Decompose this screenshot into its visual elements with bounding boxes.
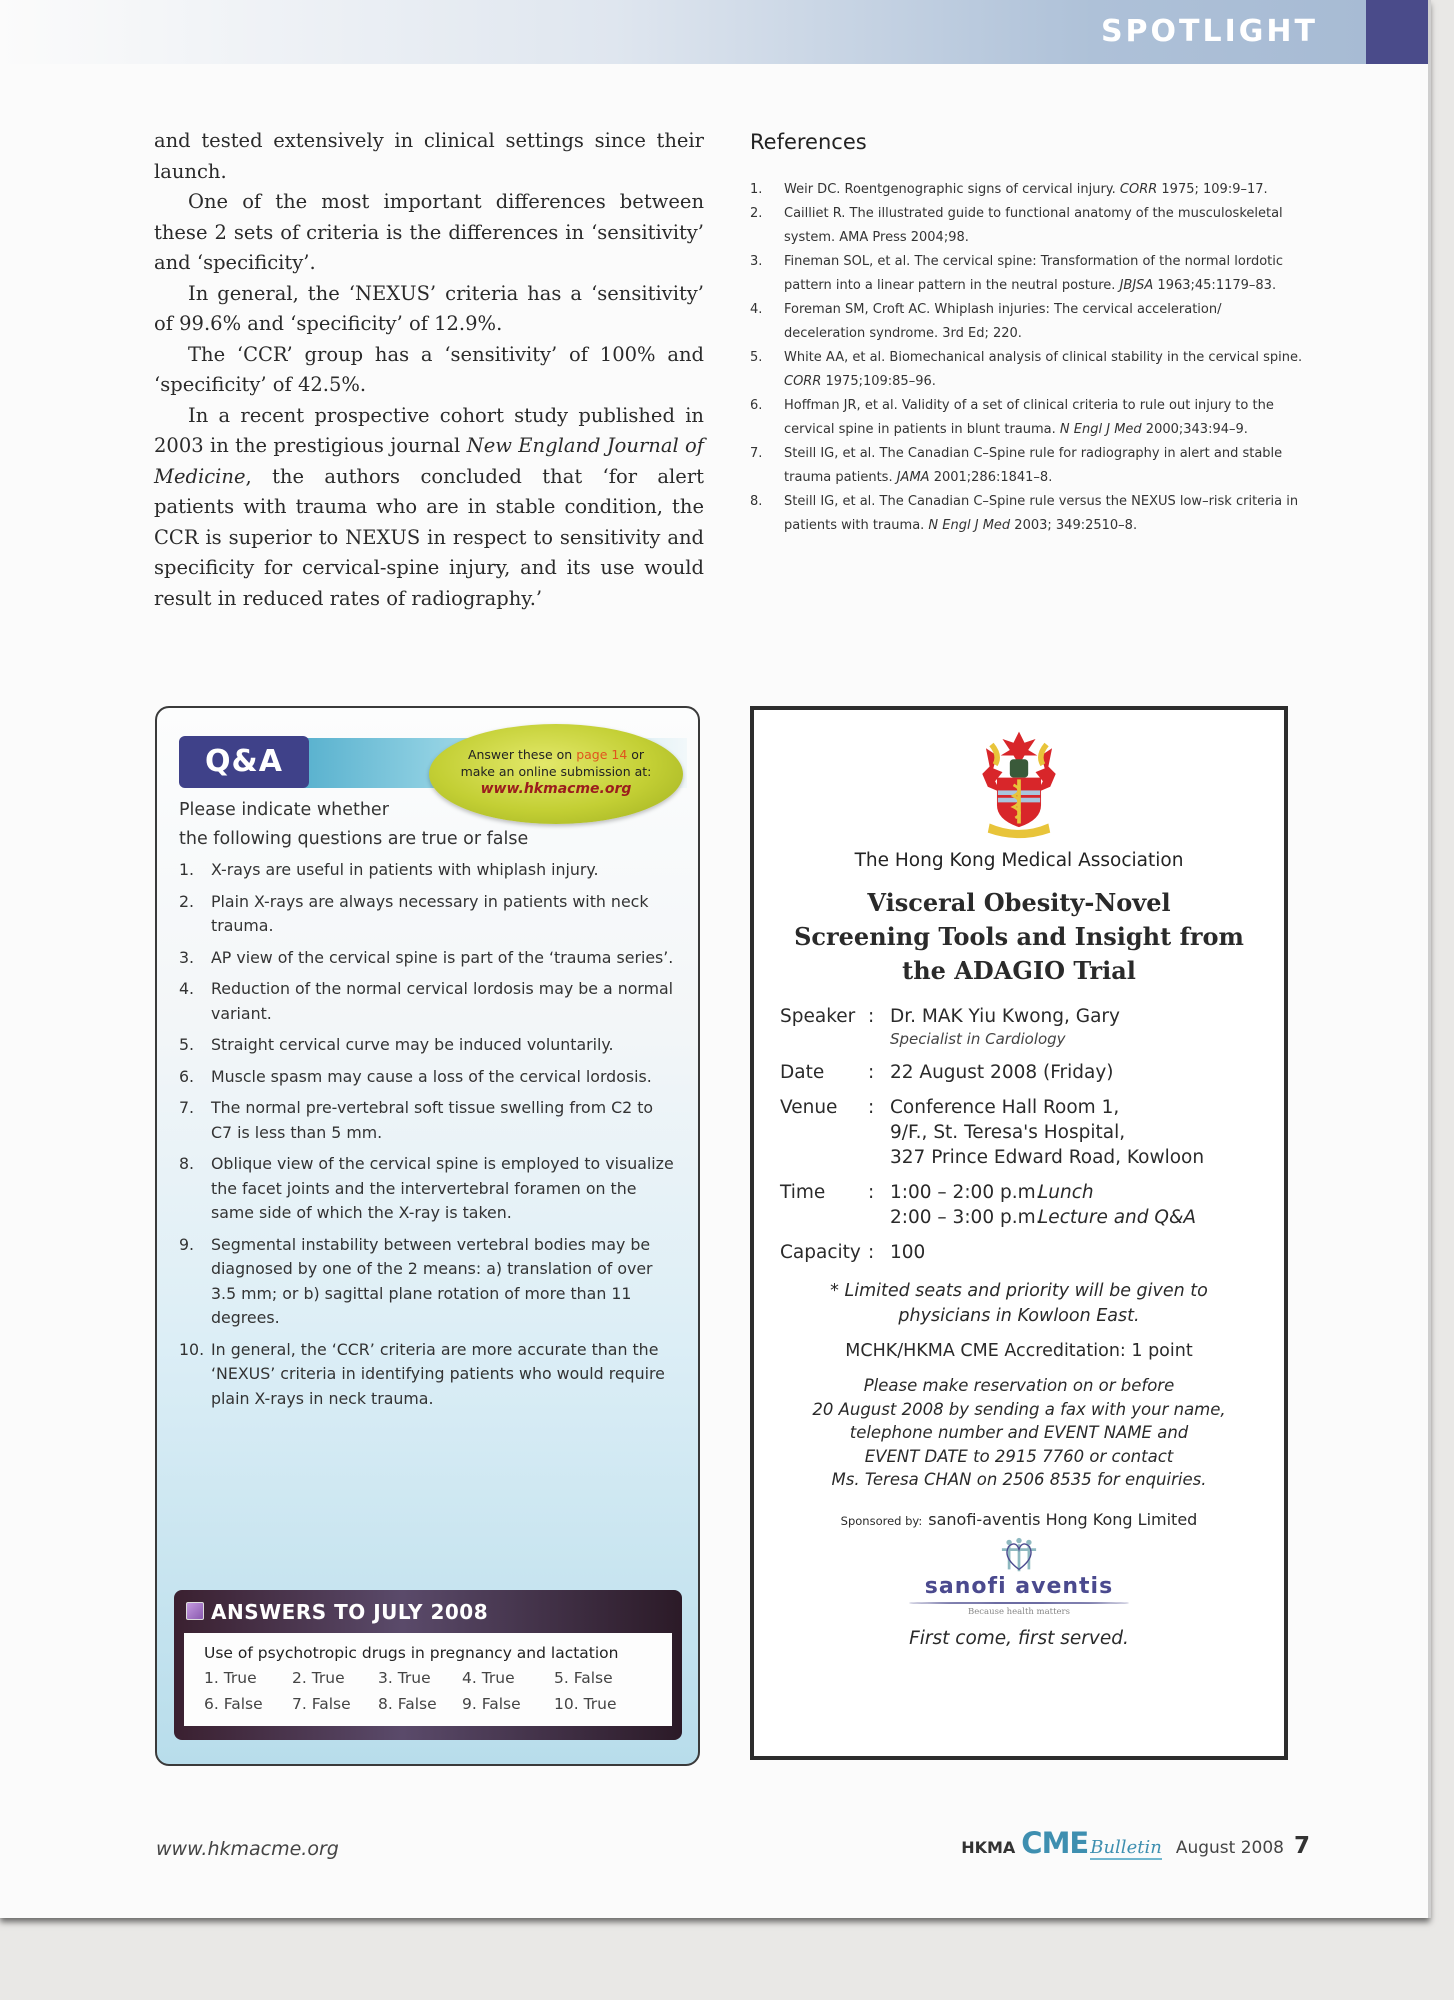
question-number: 3. bbox=[179, 947, 195, 967]
reservation-line: Ms. Teresa CHAN on 2506 8535 for enquiries. bbox=[831, 1470, 1207, 1489]
closing-line: First come, first served. bbox=[909, 1627, 1129, 1649]
question-text: Muscle spasm may cause a loss of the cervical lordosis. bbox=[211, 1066, 652, 1086]
question-number: 4. bbox=[179, 979, 195, 998]
question-item bbox=[179, 1033, 674, 1058]
venue-line: Conference Hall Room 1, bbox=[890, 1097, 1120, 1118]
reference-item bbox=[750, 250, 1306, 298]
reference-text: Steill IG, et al. The Canadian C–Spine rule versus the NEXUS low–risk criteria in patients with trauma. bbox=[784, 494, 1299, 533]
reference-number: 5. bbox=[750, 350, 763, 365]
reference-journal: JBJSA bbox=[1119, 278, 1154, 293]
question-number: 9. bbox=[179, 1234, 195, 1254]
answer-item: 5. False bbox=[554, 1669, 613, 1687]
answers-title bbox=[184, 1597, 672, 1627]
question-number: 2. bbox=[179, 891, 195, 911]
references-section bbox=[750, 128, 1306, 538]
speaker-value bbox=[890, 1004, 1270, 1050]
answer-item: 1. True bbox=[204, 1669, 257, 1687]
speaker-label: Speaker bbox=[780, 1006, 856, 1027]
answer-item: 6. False bbox=[204, 1695, 263, 1713]
brand-bulletin: Bulletin bbox=[1090, 1837, 1162, 1858]
date-label: Date bbox=[780, 1062, 825, 1083]
question-text: In general, the ‘CCR’ criteria are more accurate than the ‘NEXUS’ criteria in identifying patients who would require plain X-rays in neck trauma. bbox=[211, 1339, 665, 1408]
references-title: References bbox=[750, 130, 867, 154]
capacity-row bbox=[768, 1240, 1270, 1265]
text-segment: In a recent prospective cohort study published in 2003 in the prestigious journal bbox=[154, 403, 704, 457]
question-number: 1. bbox=[179, 860, 195, 879]
sanofi-logo: sanofi aventis bbox=[924, 1573, 1114, 1599]
article-paragraph-conclusion bbox=[154, 401, 704, 615]
reference-journal: N Engl J Med bbox=[1059, 422, 1142, 437]
date-row bbox=[768, 1060, 1270, 1085]
reference-citation: 2001;286:1841–8. bbox=[929, 470, 1053, 485]
sanofi-tagline: Because health matters bbox=[968, 1606, 1070, 1617]
speaker-name: Dr. MAK Yiu Kwong, Gary bbox=[890, 1006, 1120, 1027]
note-line: physicians in Kowloon East. bbox=[898, 1306, 1140, 1326]
question-text: Plain X-rays are always necessary in patients with neck trauma. bbox=[211, 891, 649, 935]
reference-citation: 2003; 349:2510–8. bbox=[1010, 518, 1138, 533]
qa-header bbox=[157, 708, 698, 858]
qa-badge: Q&A bbox=[179, 736, 309, 788]
answer-item: 8. False bbox=[378, 1695, 437, 1713]
question-text: Straight cervical curve may be induced voluntarily. bbox=[211, 1035, 614, 1054]
answer-item: 2. True bbox=[292, 1669, 345, 1687]
answers-title-text: ANSWERS TO JULY 2008 bbox=[211, 1600, 489, 1624]
reference-number: 2. bbox=[750, 206, 763, 221]
callout-line-2: make an online submission at: bbox=[460, 764, 652, 779]
colon: : bbox=[868, 1006, 875, 1027]
time-row bbox=[768, 1180, 1270, 1230]
answer-item: 10. True bbox=[554, 1695, 617, 1713]
question-item bbox=[179, 858, 674, 883]
reference-item bbox=[750, 298, 1306, 346]
reference-number: 1. bbox=[750, 182, 763, 197]
question-number: 10. bbox=[179, 1339, 205, 1359]
reference-citation: 1963;45:1179–83. bbox=[1153, 278, 1277, 293]
journal-name: New England Journal of Medicine bbox=[154, 434, 704, 488]
reference-citation: 1975;109:85–96. bbox=[821, 374, 936, 389]
reference-item bbox=[750, 394, 1306, 442]
callout-line-1 bbox=[429, 746, 683, 763]
venue-line: 327 Prince Edward Road, Kowloon bbox=[890, 1147, 1205, 1168]
reference-journal: N Engl J Med bbox=[928, 518, 1011, 533]
sponsor-line bbox=[768, 1508, 1270, 1533]
time-value bbox=[890, 1180, 1270, 1230]
time-slot bbox=[890, 1205, 1270, 1230]
question-text: Reduction of the normal cervical lordosis may be a normal variant. bbox=[211, 979, 674, 1023]
question-number: 6. bbox=[179, 1066, 195, 1086]
reservation-line: Please make reservation on or before bbox=[863, 1376, 1175, 1395]
reference-item bbox=[750, 442, 1306, 490]
title-line: Visceral Obesity-Novel bbox=[867, 888, 1171, 917]
reference-text: Hoffman JR, et al. Validity of a set of clinical criteria to rule out injury to the cervical spine in patients in blunt trauma. bbox=[784, 398, 1274, 437]
question-text: X-rays are useful in patients with whiplash injury. bbox=[211, 860, 599, 879]
venue-line: 9/F., St. Teresa's Hospital, bbox=[890, 1122, 1126, 1143]
organization-name: The Hong Kong Medical Association bbox=[854, 850, 1184, 871]
answer-item: 4. True bbox=[462, 1669, 515, 1687]
text-segment: , the authors concluded that ‘for alert patients with trauma who are in stable condition, the CCR is superior to NEXUS in respect to sensitivity and specificity for cervical-spine injury, and its use would result in reduced rates of radiography.’ bbox=[154, 464, 704, 610]
sponsor-name: sanofi-aventis Hong Kong Limited bbox=[928, 1509, 1198, 1529]
question-number: 5. bbox=[179, 1035, 195, 1054]
reference-citation: 1975; 109:9–17. bbox=[1157, 182, 1268, 197]
capacity-value: 100 bbox=[890, 1242, 926, 1263]
answers-panel bbox=[174, 1590, 682, 1740]
reference-text: Weir DC. Roentgenographic signs of cervical injury. bbox=[784, 182, 1120, 197]
reference-journal: CORR bbox=[784, 374, 822, 389]
square-bullet-icon bbox=[186, 1602, 204, 1620]
reference-number: 7. bbox=[750, 446, 763, 461]
sanofi-people-heart-icon bbox=[996, 1537, 1042, 1573]
answer-item: 3. True bbox=[378, 1669, 431, 1687]
submission-url-link[interactable]: www.hkmacme.org bbox=[480, 781, 632, 797]
reference-number: 8. bbox=[750, 494, 763, 509]
question-item bbox=[179, 1065, 674, 1090]
instruction-line: Please indicate whether bbox=[179, 800, 389, 820]
page-link[interactable]: page 14 bbox=[576, 747, 628, 762]
question-number: 8. bbox=[179, 1154, 195, 1173]
sponsor-label: Sponsored by: bbox=[840, 1513, 923, 1528]
instruction-line: the following questions are true or false bbox=[179, 829, 529, 849]
answers-topic: Use of psychotropic drugs in pregnancy and lactation bbox=[204, 1644, 619, 1662]
issue-date: August 2008 bbox=[1175, 1838, 1284, 1858]
brand-cme: CME bbox=[1021, 1826, 1089, 1860]
time-label: Time bbox=[780, 1182, 826, 1203]
callout-text: or bbox=[627, 747, 645, 762]
article-paragraph: and tested extensively in clinical settings since their launch. bbox=[154, 129, 704, 183]
article-paragraph: One of the most important differences between these 2 sets of criteria is the differences in ‘sensitivity’ and ‘specificity’. bbox=[154, 190, 704, 274]
article-paragraph: In general, the ‘NEXUS’ criteria has a ‘sensitivity’ of 99.6% and ‘specificity’ of 12.9%. bbox=[154, 281, 704, 335]
section-label: SPOTLIGHT bbox=[1100, 14, 1318, 49]
time-slot bbox=[890, 1180, 1270, 1205]
venue-row bbox=[768, 1095, 1270, 1170]
reservation-line: telephone number and EVENT NAME and bbox=[849, 1423, 1189, 1442]
reference-item bbox=[750, 346, 1306, 394]
answers-body bbox=[184, 1633, 672, 1726]
page-edge bbox=[1428, 0, 1431, 1918]
colon: : bbox=[868, 1182, 875, 1203]
reference-journal: CORR bbox=[1119, 182, 1158, 197]
reference-text: White AA, et al. Biomechanical analysis of clinical stability in the cervical spine. bbox=[784, 350, 1303, 365]
note-line: * Limited seats and priority will be given to bbox=[830, 1281, 1208, 1301]
reference-journal: JAMA bbox=[896, 470, 930, 485]
seating-note bbox=[768, 1279, 1270, 1329]
colon: : bbox=[868, 1062, 875, 1083]
accreditation: MCHK/HKMA CME Accreditation: 1 point bbox=[845, 1341, 1193, 1361]
answer-item: 7. False bbox=[292, 1695, 351, 1713]
slot-time: 2:00 – 3:00 p.m. bbox=[890, 1207, 1042, 1228]
slot-activity: Lecture and Q&A bbox=[1038, 1207, 1197, 1228]
question-item bbox=[179, 946, 674, 971]
question-item bbox=[179, 890, 674, 939]
article-body bbox=[154, 126, 704, 614]
venue-value bbox=[890, 1095, 1270, 1170]
question-item bbox=[179, 1338, 674, 1412]
reservation-line: 20 August 2008 by sending a fax with your name, bbox=[812, 1399, 1226, 1419]
question-text: Segmental instability between vertebral bodies may be diagnosed by one of the 2 means: a) translation of over 3.5 mm; or b) sagittal plane rotation of more than 11 degrees. bbox=[211, 1234, 653, 1327]
question-item bbox=[179, 1152, 674, 1226]
slot-activity: Lunch bbox=[1038, 1182, 1094, 1203]
speaker-row bbox=[768, 1004, 1270, 1050]
colon: : bbox=[868, 1242, 875, 1263]
reference-text: Fineman SOL, et al. The cervical spine: Transformation of the normal lordotic pattern into a linear pattern in the neutral posture. bbox=[784, 254, 1284, 293]
event-title bbox=[768, 886, 1270, 988]
footer-url-link[interactable]: www.hkmacme.org bbox=[156, 1838, 339, 1860]
logo-swoosh bbox=[909, 1602, 1129, 1604]
reference-item bbox=[750, 490, 1306, 538]
qa-instructions bbox=[179, 796, 528, 854]
colon: : bbox=[868, 1097, 875, 1118]
reference-text: Cailliet R. The illustrated guide to functional anatomy of the musculoskeletal system. AMA Press 2004;98. bbox=[784, 206, 1283, 245]
venue-label: Venue bbox=[780, 1097, 838, 1118]
reference-text: Foreman SM, Croft AC. Whiplash injuries: The cervical acceleration/ deceleration syndrome. 3rd Ed; 220. bbox=[784, 302, 1222, 341]
answer-item: 9. False bbox=[462, 1695, 521, 1713]
reference-number: 6. bbox=[750, 398, 763, 413]
reference-text: Steill IG, et al. The Canadian C–Spine rule for radiography in alert and stable trauma patients. bbox=[784, 446, 1283, 485]
question-text: Oblique view of the cervical spine is employed to visualize the facet joints and the intervertebral foramen on the same side of which the X-ray is taken. bbox=[211, 1154, 674, 1222]
reference-item bbox=[750, 178, 1306, 202]
reservation-line: EVENT DATE to 2915 7760 or contact bbox=[864, 1446, 1174, 1466]
page-number: 7 bbox=[1293, 1833, 1310, 1859]
question-list bbox=[157, 858, 698, 1411]
question-text: The normal pre-vertebral soft tissue swelling from C2 to C7 is less than 5 mm. bbox=[211, 1098, 654, 1142]
callout-text: Answer these on bbox=[467, 747, 577, 762]
slot-time: 1:00 – 2:00 p.m. bbox=[890, 1182, 1042, 1203]
reference-number: 3. bbox=[750, 254, 763, 269]
section-header-tab bbox=[1366, 0, 1428, 64]
article-paragraph: The ‘CCR’ group has a ‘sensitivity’ of 100% and ‘specificity’ of 42.5%. bbox=[154, 342, 704, 396]
reference-citation: 2000;343:94–9. bbox=[1141, 422, 1248, 437]
speaker-title: Specialist in Cardiology bbox=[890, 1030, 1066, 1048]
date-value: 22 August 2008 (Friday) bbox=[890, 1062, 1114, 1083]
title-line: Screening Tools and Insight from bbox=[794, 922, 1244, 951]
reference-number: 4. bbox=[750, 302, 763, 317]
question-item bbox=[179, 1096, 674, 1145]
reference-item bbox=[750, 202, 1306, 250]
question-number: 7. bbox=[179, 1098, 195, 1117]
footer-branding bbox=[961, 1826, 1310, 1866]
hkma-crest-icon bbox=[973, 728, 1065, 840]
answers-grid bbox=[204, 1666, 658, 1716]
references-list bbox=[750, 178, 1306, 538]
brand-prefix: HKMA bbox=[961, 1838, 1016, 1857]
qa-box bbox=[155, 706, 700, 1766]
question-item bbox=[179, 1233, 674, 1331]
reservation-info bbox=[768, 1374, 1270, 1492]
question-text: AP view of the cervical spine is part of the ‘trauma series’. bbox=[211, 947, 674, 967]
capacity-label: Capacity bbox=[780, 1242, 861, 1263]
question-item bbox=[179, 977, 674, 1026]
title-line: the ADAGIO Trial bbox=[902, 956, 1136, 985]
event-announcement bbox=[750, 706, 1288, 1760]
